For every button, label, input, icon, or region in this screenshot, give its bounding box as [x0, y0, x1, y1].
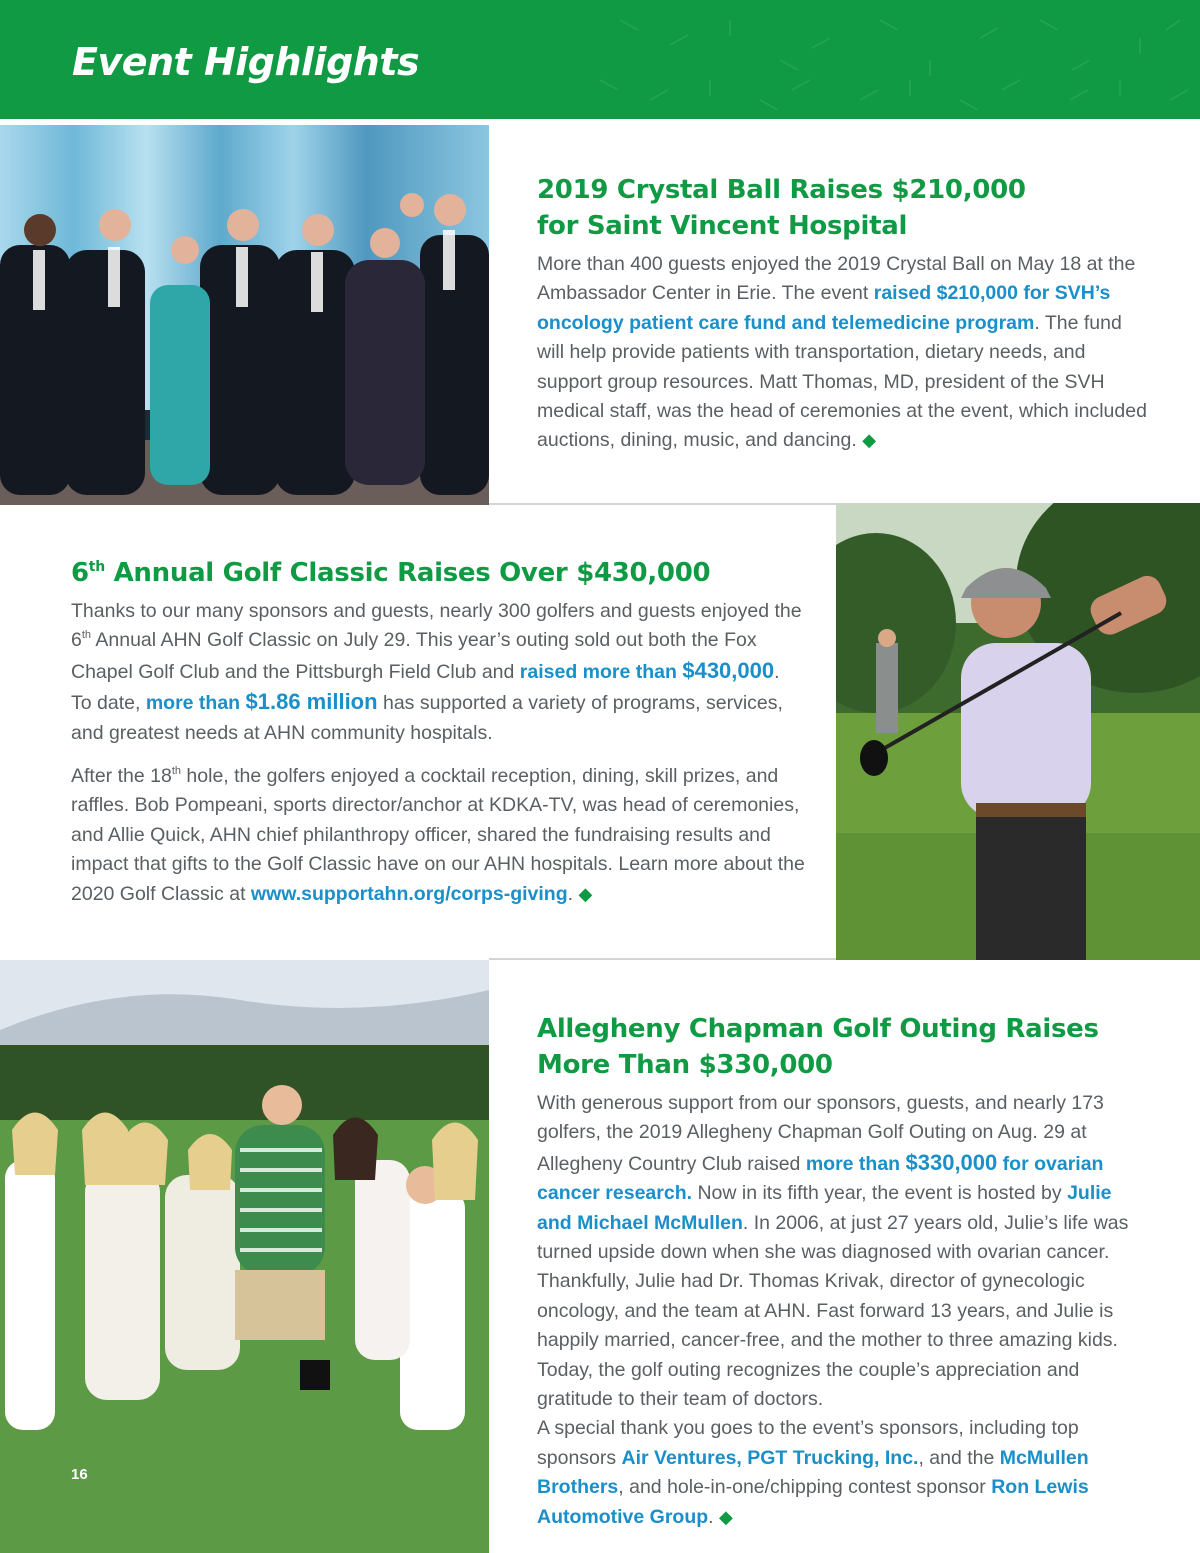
body-text: Thanks to our many sponsors and guests, nearly 300 golfers and guests enjoyed the: [71, 600, 802, 622]
article-golf-classic-body-1: [71, 597, 811, 748]
article-chapman-golf-outing: [537, 1011, 1147, 1532]
body-text: After the 18: [71, 765, 172, 788]
body-text: .: [774, 660, 780, 683]
golf-outing-group-photo: [0, 960, 489, 1553]
title-line-2: for Saint Vincent Hospital: [537, 211, 908, 241]
ordinal: th: [171, 765, 182, 778]
highlight-text: more than: [805, 1152, 906, 1175]
body-text: .: [708, 1505, 720, 1528]
sponsor-name: Ron Lewis Automotive Group: [537, 1476, 1089, 1528]
article-chapman-golf-outing-title: [537, 1011, 1147, 1083]
golfer-swing-photo: [836, 503, 1200, 960]
title-line-2: More Than $330,000: [537, 1050, 833, 1080]
body-text: 6: [71, 629, 82, 652]
header-hexagon-pattern: [580, 0, 1200, 119]
title-line-1: 2019 Crystal Ball Raises $210,000: [537, 175, 1026, 205]
body-text: .: [567, 882, 579, 905]
article-crystal-ball-title: [537, 172, 1147, 244]
page-number: 16: [71, 1466, 88, 1483]
body-text: hole, the golfers enjoyed a cocktail reception, dining, skill prizes, and raffles. Bob Pompeani, sports director/anchor at KDKA-TV, was head of ceremonies, and Allie Quick, AHN chief philanthropy officer, shared the fundraising results and impact that gifts to the Golf Classic have on our AHN hospitals. Learn more about the 2020 Golf Classic at: [71, 765, 805, 905]
article-golf-classic: [71, 555, 811, 909]
highlight-text: more than: [145, 692, 246, 715]
sponsor-name: Air Ventures, PGT Trucking, Inc.: [621, 1446, 919, 1469]
body-text: Annual AHN Golf Classic on July 29. This year’s outing sold out both the Fox Chapel Golf Club and the Pittsburgh Field Club and: [71, 629, 757, 683]
body-text: . The fund will help provide patients with transportation, dietary needs, and support group resources. Matt Thomas, MD, president of the SVH medical staff, was the head of ceremonies at the event, which included auctions, dining, music, and dancing.: [537, 311, 1147, 452]
highlight-amount: $430,000: [682, 657, 775, 683]
title-line-1: Allegheny Chapman Golf Outing Raises: [537, 1014, 1099, 1044]
title-text: Annual Golf Classic Raises Over $430,000: [104, 558, 711, 588]
page-header-banner: [0, 0, 1200, 119]
end-diamond-icon: ◆: [578, 883, 593, 904]
section-divider: [489, 958, 836, 960]
body-text: Now in its fifth year, the event is hosted by: [692, 1182, 1068, 1205]
article-golf-classic-body-2: [71, 762, 811, 909]
article-crystal-ball-body: [537, 250, 1147, 456]
highlight-amount: $330,000: [905, 1149, 998, 1175]
highlight-text: Julie and Michael McMullen: [537, 1182, 1112, 1234]
sponsor-name: McMullen Brothers: [537, 1446, 1089, 1499]
body-text: More than 400 guests enjoyed the 2019 Crystal Ball on May 18 at the Ambassador Center in Erie. The event: [537, 253, 1136, 305]
page-title: Event Highlights: [72, 40, 420, 84]
body-text: , and the: [918, 1446, 1000, 1469]
body-text: A special thank you goes to the event’s sponsors, including top sponsors: [537, 1417, 1079, 1469]
highlight-text: raised more than: [519, 660, 683, 683]
body-text: . In 2006, at just 27 years old, Julie’s life was turned upside down when she was diagnosed with ovarian cancer. Thankfully, Julie had Dr. Thomas Krivak, director of gynecologic oncology, and the team at AHN. Fast forward 13 years, and Julie is happily married, cancer-free, and the mother to three amazing kids. Today, the golf outing recognizes the couple’s appreciation and gratitude to their team of doctors.: [537, 1211, 1129, 1411]
body-text: With generous support from our sponsors, guests, and nearly 173 golfers, the 2019 Allegheny Chapman Golf Outing on Aug. 29 at Allegheny Country Club raised: [537, 1092, 1104, 1175]
support-website-link[interactable]: www.supportahn.org/corps-giving: [250, 882, 568, 905]
crystal-ball-photo: [0, 125, 489, 505]
end-diamond-icon: ◆: [719, 1506, 733, 1527]
body-text: To date,: [71, 692, 146, 715]
body-text: has supported a variety of programs, services, and greatest needs at AHN community hospitals.: [71, 692, 783, 744]
ordinal: th: [81, 629, 92, 642]
highlight-text: raised $210,000 for SVH’s oncology patient care fund and telemedicine program: [537, 282, 1111, 334]
title-ordinal: th: [88, 559, 105, 575]
section-divider: [489, 503, 836, 505]
article-chapman-golf-outing-body: [537, 1089, 1147, 1532]
title-number: 6: [71, 558, 89, 588]
end-diamond-icon: ◆: [862, 430, 877, 451]
article-golf-classic-title: [71, 555, 811, 591]
body-text: , and hole-in-one/chipping contest sponsor: [618, 1476, 992, 1499]
highlight-amount: $1.86 million: [245, 689, 378, 715]
article-crystal-ball: [537, 172, 1147, 456]
highlight-text: for ovarian cancer research.: [537, 1152, 1104, 1205]
